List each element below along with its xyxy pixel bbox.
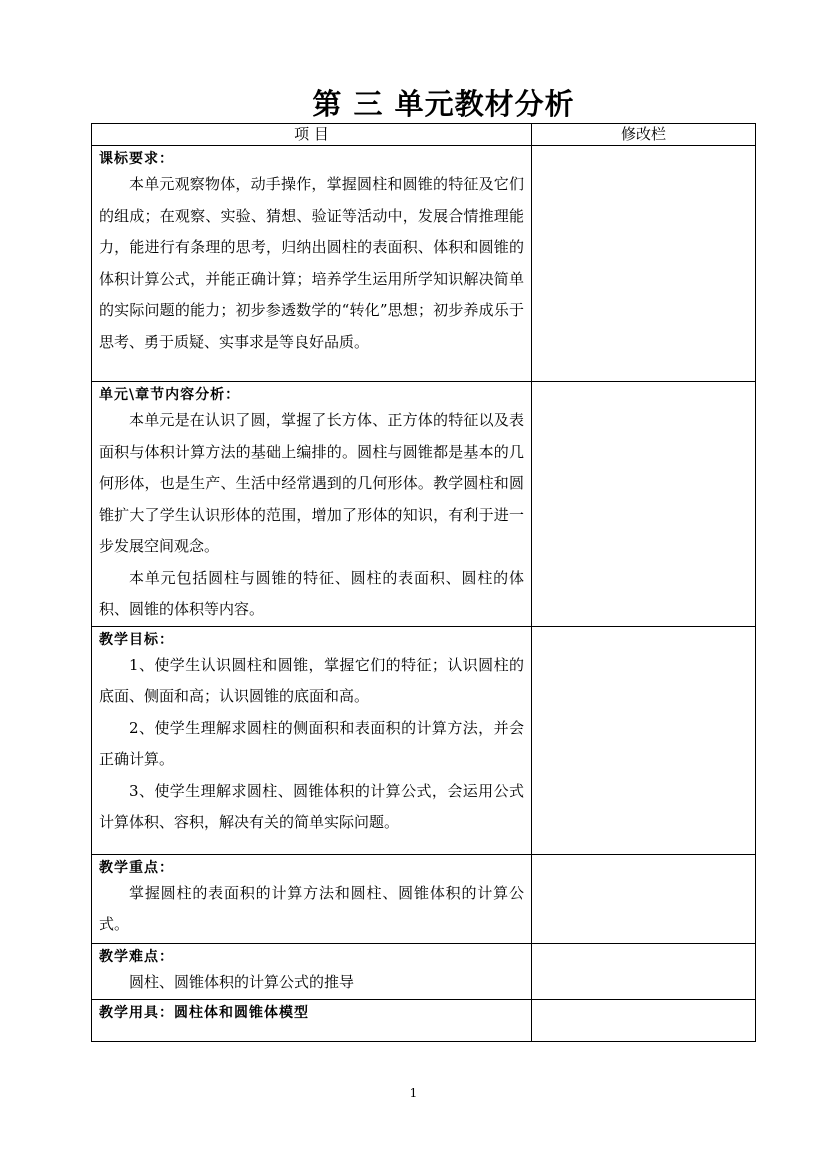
section-key-points xyxy=(92,854,756,943)
section-heading: 教学目标： xyxy=(99,631,174,648)
section-content-analysis xyxy=(92,382,756,627)
revise-cell[interactable] xyxy=(532,854,756,943)
revise-cell[interactable] xyxy=(532,943,756,999)
section-teaching-aids-content xyxy=(92,999,532,1041)
table-header-row xyxy=(92,124,756,146)
section-difficulties-content xyxy=(92,943,532,999)
revise-cell[interactable] xyxy=(532,626,756,854)
section-objectives xyxy=(92,626,756,854)
section-heading: 教学用具：圆柱体和圆锥体模型 xyxy=(99,1004,309,1021)
revise-cell[interactable] xyxy=(532,999,756,1041)
section-teaching-aids xyxy=(92,999,756,1041)
section-paragraph: 本单元观察物体，动手操作，掌握圆柱和圆锥的特征及它们的组成；在观察、实验、猜想、验证等活动中，发展合情推理能力，能进行有条理的思考，归纳出圆柱的表面积、体积和圆锥的体积计算公式，并能正确计算；培养学生运用所学知识解决简单的实际问题的能力；初步参透数学的“转化”思想；初步养成乐于思考、勇于质疑、实事求是等良好品质。 xyxy=(99,175,524,351)
section-curriculum-content xyxy=(92,146,532,382)
section-content-analysis-content xyxy=(92,382,532,627)
page-title: 第 三 单元教材分析 xyxy=(312,87,575,121)
section-objectives-content xyxy=(92,626,532,854)
analysis-table xyxy=(91,123,756,1042)
section-paragraph: 本单元是在认识了圆，掌握了长方体、正方体的特征以及表面积与体积计算方法的基础上编排的。圆柱与圆锥都是基本的几何形体，也是生产、生活中经常遇到的几何形体。教学圆柱和圆锥扩大了学生认识形体的范围，增加了形体的知识，有利于进一步发展空间观念。 xyxy=(99,411,524,555)
section-heading: 课标要求： xyxy=(99,151,174,167)
section-heading: 教学重点： xyxy=(99,859,174,876)
section-paragraph: 1、使学生认识圆柱和圆锥，掌握它们的特征；认识圆柱的底面、侧面和高；认识圆锥的底面和高。 xyxy=(99,655,524,705)
section-paragraph: 本单元包括圆柱与圆锥的特征、圆柱的表面积、圆柱的体积、圆锥的体积等内容。 xyxy=(99,568,524,618)
revise-cell[interactable] xyxy=(532,382,756,627)
section-paragraph: 2、使学生理解求圆柱的侧面积和表面积的计算方法，并会正确计算。 xyxy=(99,718,524,768)
section-curriculum xyxy=(92,146,756,382)
header-revise: 修改栏 xyxy=(532,124,756,146)
section-paragraph: 3、使学生理解求圆柱、圆锥体积的计算公式，会运用公式计算体积、容积，解决有关的简单实际问题。 xyxy=(99,781,524,831)
section-heading: 教学难点： xyxy=(99,948,174,965)
page-number: 1 xyxy=(409,1086,418,1100)
revise-cell[interactable] xyxy=(532,146,756,382)
section-heading: 单元\章节内容分析： xyxy=(99,387,241,403)
section-difficulties xyxy=(92,943,756,999)
header-item: 项 目 xyxy=(92,124,532,146)
section-paragraph: 圆柱、圆锥体积的计算公式的推导 xyxy=(129,972,355,991)
section-paragraph: 掌握圆柱的表面积的计算方法和圆柱、圆锥体积的计算公式。 xyxy=(99,883,524,933)
section-key-points-content xyxy=(92,854,532,943)
